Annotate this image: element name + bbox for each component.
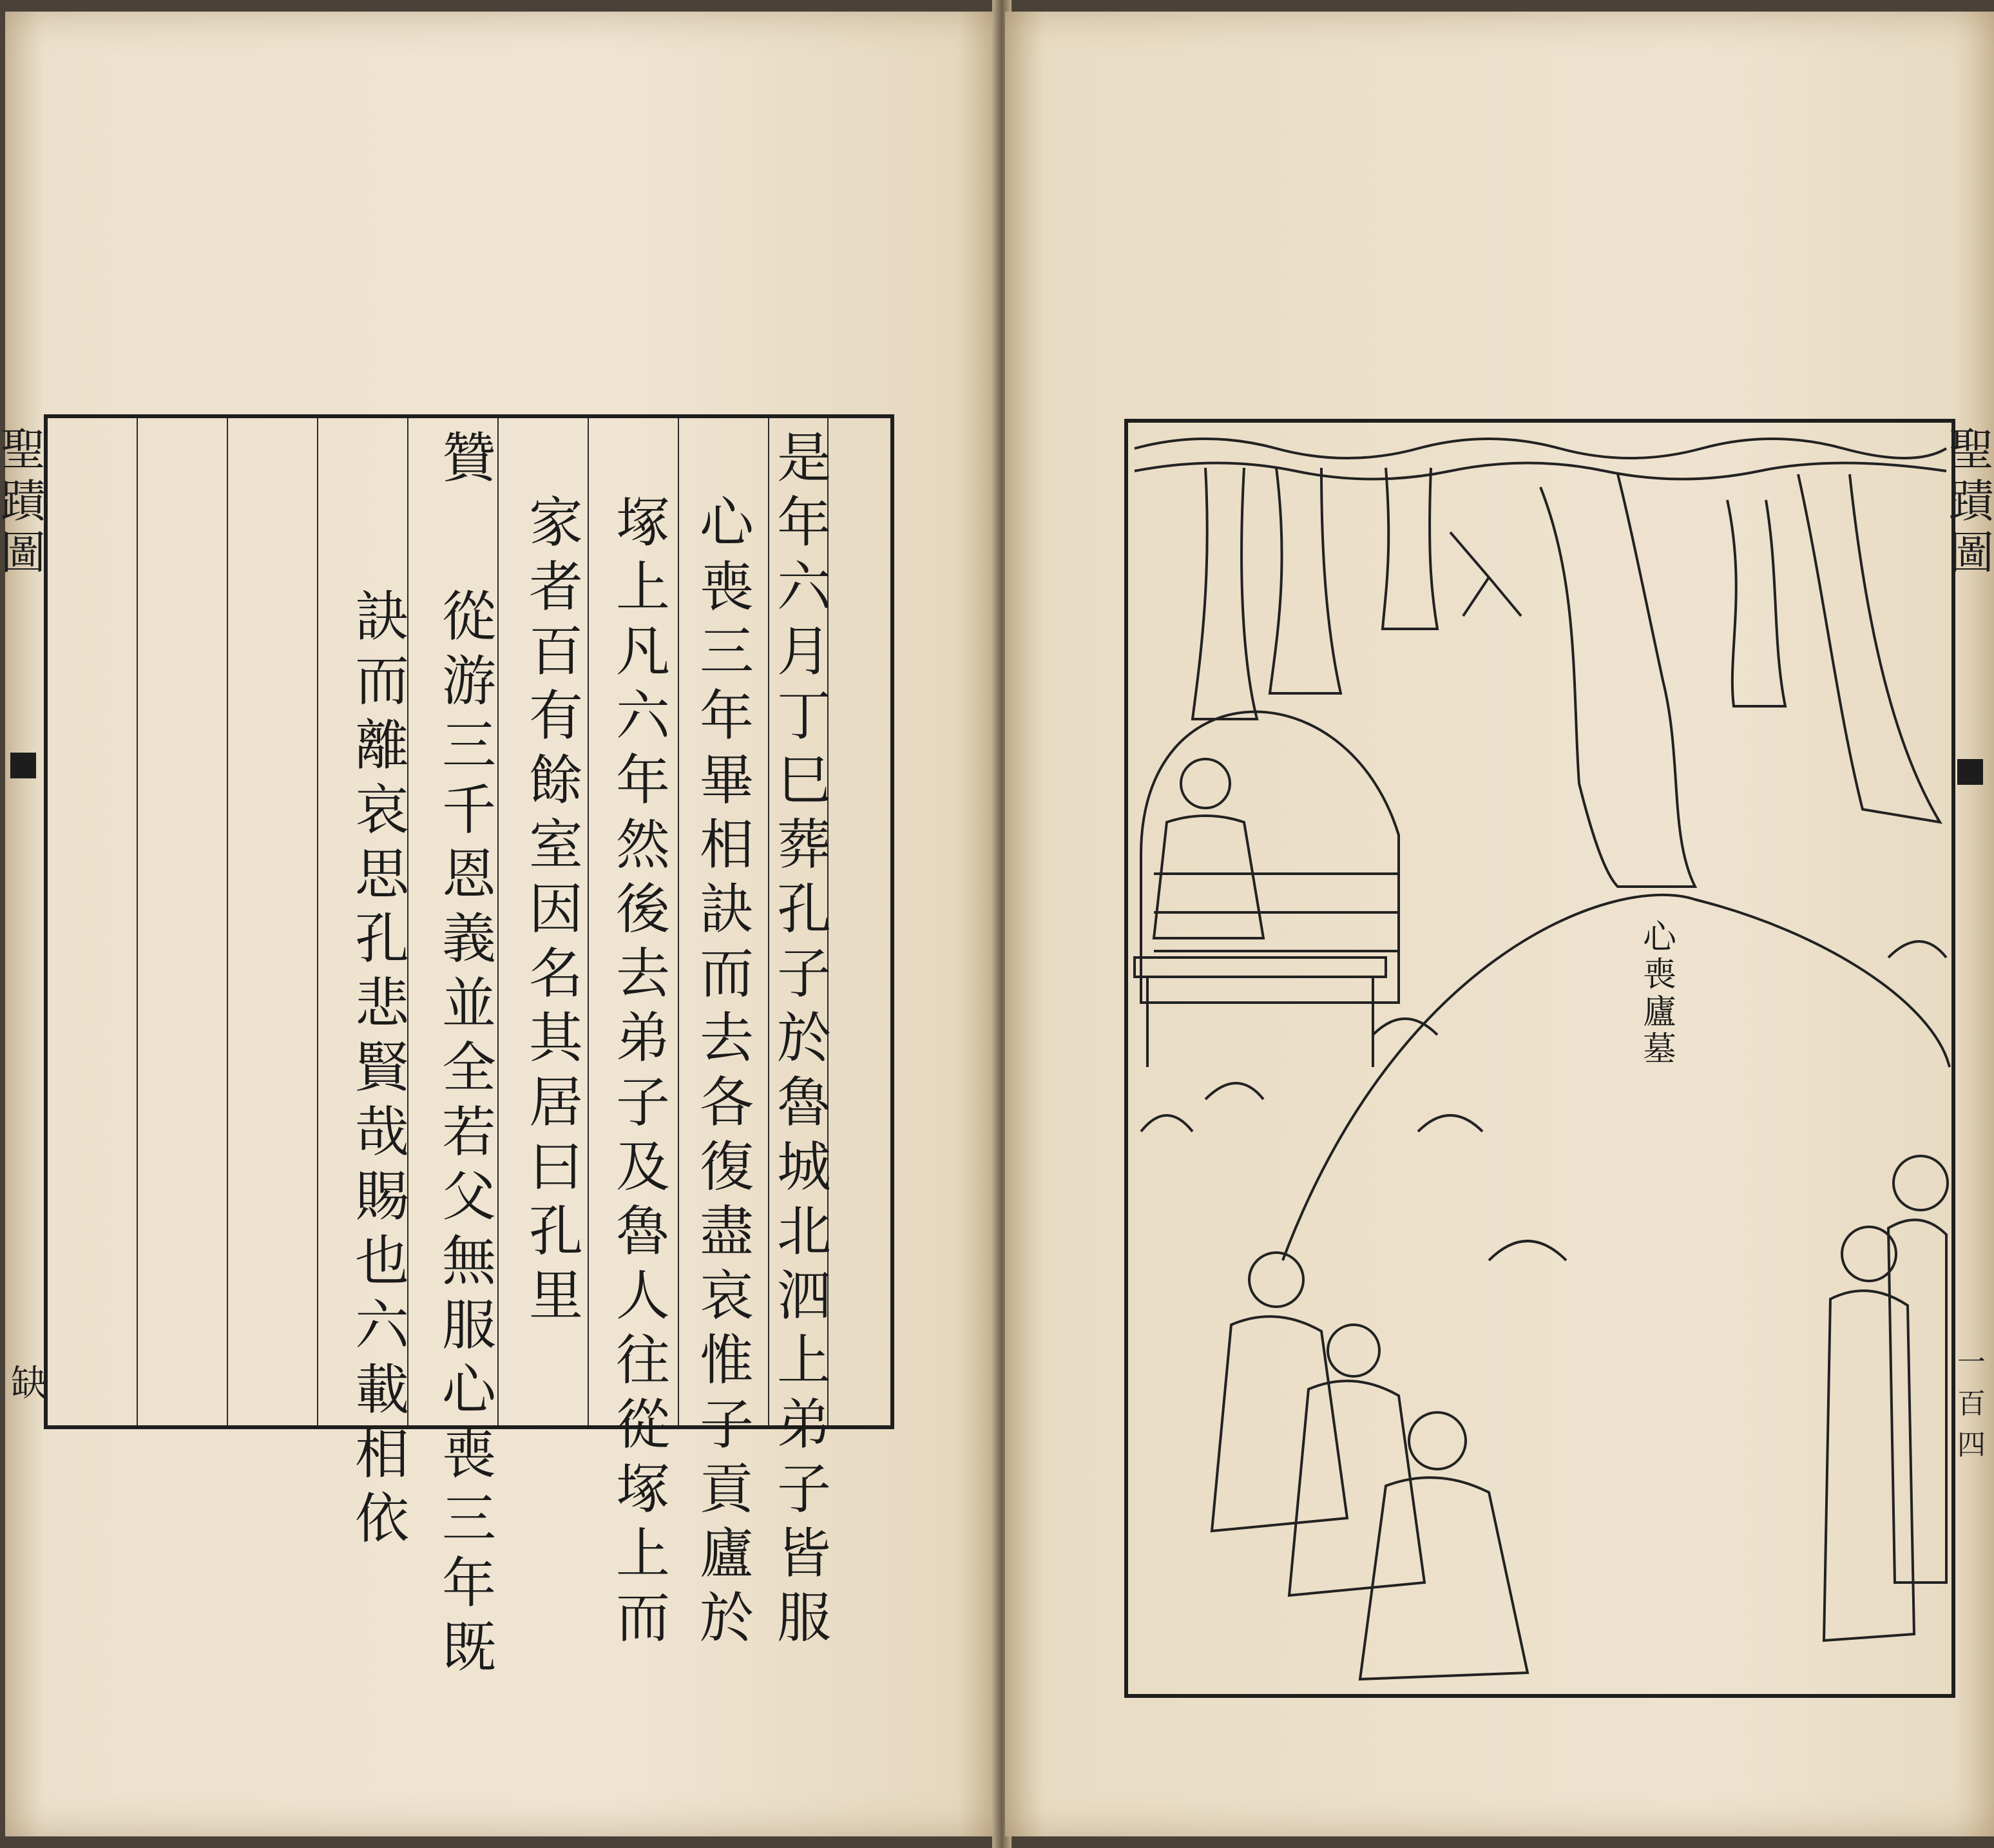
tree-branch — [1450, 532, 1521, 616]
text-char: 年 — [699, 684, 754, 747]
text-char: 全 — [441, 1036, 496, 1099]
text-char: 去 — [699, 1006, 754, 1070]
text-char: 因 — [528, 878, 583, 941]
text-char: 月 — [776, 620, 831, 683]
column-rule — [317, 418, 318, 1425]
text-char: 各 — [699, 1071, 754, 1134]
text-char: 孔 — [776, 878, 831, 941]
text-char: 里 — [528, 1264, 583, 1327]
text-char: 孔 — [528, 1200, 583, 1263]
text-char: 皆 — [776, 1522, 831, 1585]
text-char: 魯 — [615, 1200, 670, 1263]
text-char: 父 — [441, 1165, 496, 1228]
text-char: 六 — [354, 1294, 409, 1357]
text-char: 哉 — [354, 1101, 409, 1164]
woodblock-illustration — [1128, 423, 1951, 1694]
text-char: 年 — [776, 491, 831, 554]
bench — [1135, 958, 1386, 1067]
text-char: 服 — [441, 1294, 496, 1357]
text-char: 後 — [615, 878, 670, 941]
text-char: 相 — [354, 1423, 409, 1486]
text-char: 子 — [615, 1071, 670, 1134]
text-char: 室 — [528, 813, 583, 876]
text-char: 上 — [776, 1329, 831, 1392]
text-char: 年 — [615, 749, 670, 812]
caption-char: 心 — [1642, 918, 1676, 957]
text-char: 惟 — [699, 1329, 754, 1392]
tree-trunk — [1798, 474, 1940, 822]
text-char: 北 — [776, 1200, 831, 1263]
text-char: 貢 — [699, 1458, 754, 1521]
text-char: 子 — [776, 1458, 831, 1521]
right-folio: 一百四 — [1957, 1346, 1986, 1461]
text-char: 往 — [615, 1329, 670, 1392]
text-char: 上 — [615, 1522, 670, 1585]
text-char: 人 — [615, 1264, 670, 1327]
text-char: 家 — [528, 491, 583, 554]
text-char: 義 — [441, 907, 496, 970]
text-char: 者 — [528, 555, 583, 619]
text-char: 贊 — [441, 427, 496, 490]
text-char: 喪 — [441, 1423, 496, 1486]
text-char: 從 — [441, 585, 496, 648]
text-char: 凡 — [615, 620, 670, 683]
illustration-frame — [1124, 419, 1955, 1698]
text-char: 六 — [615, 684, 670, 747]
right-page — [1005, 12, 1994, 1836]
tree-trunk — [1193, 468, 1257, 719]
text-char: 巳 — [776, 749, 831, 812]
text-char: 相 — [699, 813, 754, 876]
disciple-robe — [1824, 1291, 1914, 1641]
text-char: 泗 — [776, 1264, 831, 1327]
disciple-robe — [1289, 1381, 1424, 1595]
text-char: 思 — [354, 843, 409, 906]
text-char: 去 — [615, 942, 670, 1005]
text-char: 於 — [699, 1586, 754, 1650]
text-char: 及 — [615, 1135, 670, 1198]
illustration-caption — [1640, 919, 1679, 1068]
text-char: 葬 — [776, 813, 831, 876]
text-char: 上 — [615, 555, 670, 619]
text-column-1 — [769, 426, 839, 1650]
text-column-2 — [692, 490, 762, 1650]
text-char: 離 — [354, 714, 409, 777]
text-char: 塚 — [615, 491, 670, 554]
text-char: 三 — [441, 1487, 496, 1550]
text-column-6 — [347, 584, 417, 1551]
text-char: 餘 — [528, 749, 583, 812]
text-char: 也 — [354, 1229, 409, 1293]
text-char: 於 — [776, 1006, 831, 1070]
tomb-mound — [1283, 895, 1950, 1260]
caption-char: 墓 — [1642, 1030, 1676, 1069]
text-column-5 — [434, 584, 504, 1680]
text-char: 弟 — [615, 1006, 670, 1070]
text-char: 孔 — [354, 907, 409, 970]
text-char: 喪 — [699, 555, 754, 619]
text-char: 子 — [776, 942, 831, 1005]
cloud-line — [1135, 439, 1946, 458]
text-char: 千 — [441, 778, 496, 842]
fishtail-mark — [1957, 759, 1983, 785]
text-char: 心 — [441, 1358, 496, 1421]
text-char: 載 — [354, 1358, 409, 1421]
text-char: 廬 — [699, 1522, 754, 1585]
text-char: 依 — [354, 1487, 409, 1550]
text-char: 游 — [441, 650, 496, 713]
text-char: 百 — [528, 620, 583, 683]
text-char: 然 — [615, 813, 670, 876]
text-char: 其 — [528, 1006, 583, 1070]
column-rule — [137, 418, 138, 1425]
text-char: 賢 — [354, 1036, 409, 1099]
text-char: 三 — [699, 620, 754, 683]
text-char: 盡 — [699, 1200, 754, 1263]
text-char: 哀 — [699, 1264, 754, 1327]
tree-trunk — [1540, 474, 1695, 887]
text-char: 而 — [615, 1586, 670, 1650]
left-page — [1, 12, 997, 1836]
text-char: 曰 — [528, 1135, 583, 1198]
text-char: 而 — [354, 650, 409, 713]
text-char: 居 — [528, 1071, 583, 1134]
text-char: 六 — [776, 555, 831, 619]
text-char: 子 — [699, 1393, 754, 1456]
text-char: 三 — [441, 714, 496, 777]
text-char: 既 — [441, 1616, 496, 1679]
text-char: 悲 — [354, 972, 409, 1035]
text-char: 有 — [528, 684, 583, 747]
text-char: 訣 — [699, 878, 754, 941]
text-char: 並 — [441, 972, 496, 1035]
text-char: 畢 — [699, 749, 754, 812]
text-char: 丁 — [776, 684, 831, 747]
left-margin-title: 聖 蹟 圖 — [1, 423, 46, 579]
text-char: 名 — [528, 942, 583, 1005]
disciple-robe — [1888, 1220, 1946, 1583]
text-column-5-heading — [434, 426, 504, 490]
figure-head — [1181, 759, 1230, 808]
disciple-head — [1893, 1156, 1948, 1210]
text-char: 哀 — [354, 778, 409, 842]
text-frame — [44, 414, 894, 1679]
text-char: 年 — [441, 1552, 496, 1615]
grass-tuft — [1141, 941, 1946, 1260]
text-char: 心 — [699, 491, 754, 554]
text-char: 城 — [776, 1135, 831, 1198]
tree-trunk — [1270, 468, 1341, 693]
text-char: 而 — [699, 942, 754, 1005]
cloud-line — [1135, 463, 1946, 479]
column-rule — [227, 418, 228, 1425]
basket-shelter — [1141, 712, 1399, 1003]
text-char: 賜 — [354, 1165, 409, 1228]
text-char: 無 — [441, 1229, 496, 1293]
tree-trunk — [1727, 500, 1785, 706]
text-char: 復 — [699, 1135, 754, 1198]
text-char: 塚 — [615, 1458, 670, 1521]
text-char: 是 — [776, 427, 831, 490]
text-char: 服 — [776, 1586, 831, 1650]
figure-robe — [1154, 816, 1263, 938]
text-column-4 — [521, 490, 591, 1328]
text-char: 訣 — [354, 585, 409, 648]
disciple-head — [1328, 1325, 1379, 1376]
disciple-head — [1249, 1253, 1303, 1307]
caption-char: 廬 — [1642, 993, 1676, 1032]
left-folio: 缺 — [11, 1363, 47, 1405]
text-column-3 — [608, 490, 678, 1650]
text-char: 若 — [441, 1101, 496, 1164]
disciple-robe — [1360, 1477, 1528, 1679]
right-margin-title: 聖 蹟 圖 — [1949, 423, 1994, 579]
disciple-head — [1409, 1412, 1466, 1469]
text-char: 從 — [615, 1393, 670, 1456]
tree-trunk — [1383, 468, 1437, 629]
text-char: 恩 — [441, 843, 496, 906]
fishtail-mark — [10, 753, 36, 778]
column-rule — [678, 418, 679, 1425]
text-char: 魯 — [776, 1071, 831, 1134]
text-char: 弟 — [776, 1393, 831, 1456]
caption-char: 喪 — [1642, 956, 1676, 994]
